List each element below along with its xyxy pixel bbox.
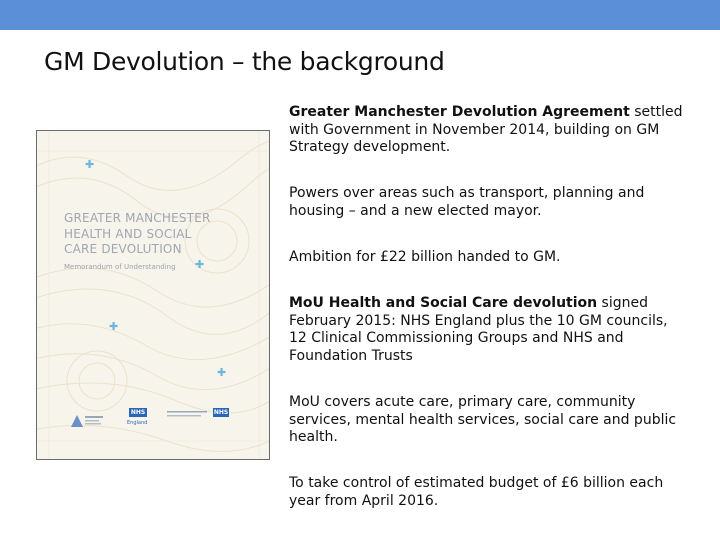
bullet-item: [289, 295, 689, 365]
nhs-england-caption: England: [127, 420, 148, 426]
bullet-text: Powers over areas such as transport, planning and housing – and a new elected mayor.: [289, 185, 645, 219]
bullet-bold: Greater Manchester Devolution Agreement: [289, 104, 630, 120]
slide-title: GM Devolution – the background: [44, 47, 445, 76]
bullet-bold: MoU Health and Social Care devolution: [289, 295, 598, 311]
bullet-text: MoU covers acute care, primary care, community services, mental health services, social care and public health.: [289, 394, 677, 445]
nhs-ccg-logo-badge: NHS: [213, 409, 229, 416]
bullet-item: [289, 394, 689, 447]
plus-mark-icon: ✚: [217, 366, 227, 379]
cover-title: [64, 211, 264, 258]
bullet-item: [289, 185, 689, 220]
cover-title-line: GREATER MANCHESTER: [64, 211, 211, 225]
agma-logo-icon: [69, 411, 105, 429]
mou-cover-image: [36, 130, 270, 460]
cover-title-line: HEALTH AND SOCIAL: [64, 226, 192, 241]
bullet-text: settled with Government in November 2014, building on GM Strategy development.: [289, 104, 683, 155]
bullet-text: To take control of estimated budget of £6 billion each year from April 2016.: [289, 475, 664, 509]
bullet-item: [289, 249, 561, 267]
bullet-item: [289, 104, 689, 157]
ccg-logo-text-icon: [167, 410, 209, 420]
nhs-logo-badge: NHS: [130, 409, 146, 416]
bullet-text: signed February 2015: NHS England plus the 10 GM councils, 12 Clinical Commissioning Groups and NHS and Foundation Trusts: [289, 295, 668, 364]
plus-mark-icon: ✚: [195, 258, 205, 271]
top-accent-bar: [0, 0, 720, 30]
cover-subtitle: Memorandum of Understanding: [64, 263, 176, 271]
cover-title-line: CARE DEVOLUTION: [64, 242, 182, 256]
bullet-text: Ambition for £22 billion handed to GM.: [289, 249, 561, 265]
bullet-item: [289, 475, 689, 510]
plus-mark-icon: ✚: [109, 320, 119, 333]
plus-mark-icon: ✚: [85, 158, 95, 171]
